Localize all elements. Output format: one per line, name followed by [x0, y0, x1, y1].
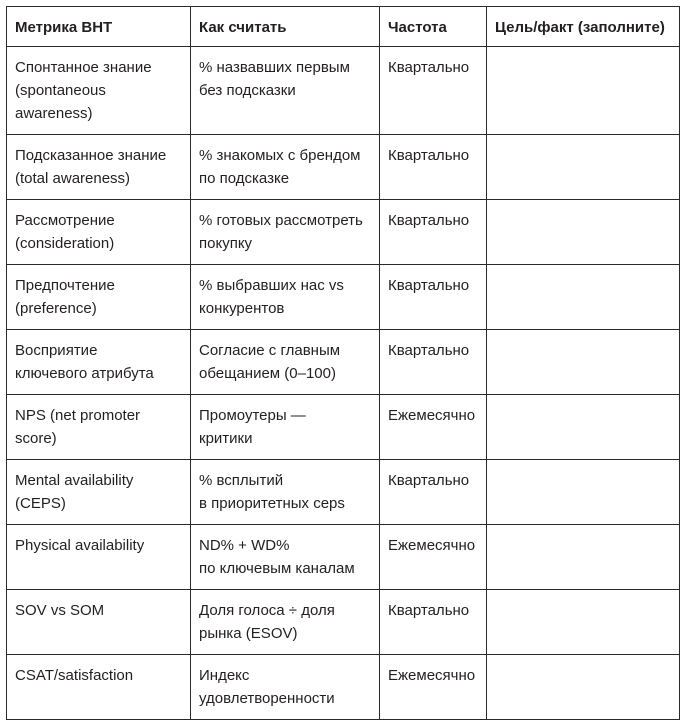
metric-cell: Спонтанное знание (spontaneous awareness): [7, 47, 191, 135]
metric-cell: Рассмотрение (consideration): [7, 200, 191, 265]
target-cell[interactable]: [487, 330, 680, 395]
frequency-cell: Квартально: [380, 590, 487, 655]
metric-cell: Mental availability (CEPS): [7, 460, 191, 525]
metric-cell: Восприятие ключевого атрибута: [7, 330, 191, 395]
method-cell: % знакомых с брендом по подсказке: [191, 135, 380, 200]
table-row: [7, 460, 680, 525]
target-cell[interactable]: [487, 395, 680, 460]
bht-metrics-table: [6, 6, 680, 720]
metric-cell: CSAT/satisfaction: [7, 655, 191, 720]
table-row: [7, 525, 680, 590]
table-row: [7, 200, 680, 265]
metric-cell: NPS (net promoter score): [7, 395, 191, 460]
table-row: [7, 590, 680, 655]
header-frequency: Частота: [380, 7, 487, 47]
target-cell[interactable]: [487, 135, 680, 200]
target-cell[interactable]: [487, 525, 680, 590]
method-cell: % выбравших нас vs конкурентов: [191, 265, 380, 330]
frequency-cell: Квартально: [380, 265, 487, 330]
method-cell: % всплытий в приоритетных сеps: [191, 460, 380, 525]
frequency-cell: Квартально: [380, 200, 487, 265]
method-cell: Индекс удовлетворенности: [191, 655, 380, 720]
metric-cell: Physical availability: [7, 525, 191, 590]
table-row: [7, 265, 680, 330]
method-cell: Согласие с главным обещанием (0–100): [191, 330, 380, 395]
frequency-cell: Ежемесячно: [380, 655, 487, 720]
table-row: [7, 395, 680, 460]
frequency-cell: Ежемесячно: [380, 395, 487, 460]
table-row: [7, 330, 680, 395]
method-cell: Промоутеры — критики: [191, 395, 380, 460]
target-cell[interactable]: [487, 590, 680, 655]
frequency-cell: Квартально: [380, 460, 487, 525]
header-target: Цель/факт (заполните): [487, 7, 680, 47]
frequency-cell: Квартально: [380, 47, 487, 135]
table-row: [7, 47, 680, 135]
target-cell[interactable]: [487, 460, 680, 525]
frequency-cell: Ежемесячно: [380, 525, 487, 590]
method-cell: % назвавших первым без подсказки: [191, 47, 380, 135]
table-row: [7, 135, 680, 200]
target-cell[interactable]: [487, 265, 680, 330]
header-row: [7, 7, 680, 47]
target-cell[interactable]: [487, 200, 680, 265]
target-cell[interactable]: [487, 655, 680, 720]
frequency-cell: Квартально: [380, 330, 487, 395]
frequency-cell: Квартально: [380, 135, 487, 200]
metric-cell: Предпочтение (preference): [7, 265, 191, 330]
metric-cell: Подсказанное знание (total awareness): [7, 135, 191, 200]
target-cell[interactable]: [487, 47, 680, 135]
method-cell: % готовых рассмотреть покупку: [191, 200, 380, 265]
metric-cell: SOV vs SOM: [7, 590, 191, 655]
header-method: Как считать: [191, 7, 380, 47]
table-row: [7, 655, 680, 720]
method-cell: Доля голоса ÷ доля рынка (ESOV): [191, 590, 380, 655]
header-metric: Метрика BHT: [7, 7, 191, 47]
method-cell: ND% + WD% по ключевым каналам: [191, 525, 380, 590]
